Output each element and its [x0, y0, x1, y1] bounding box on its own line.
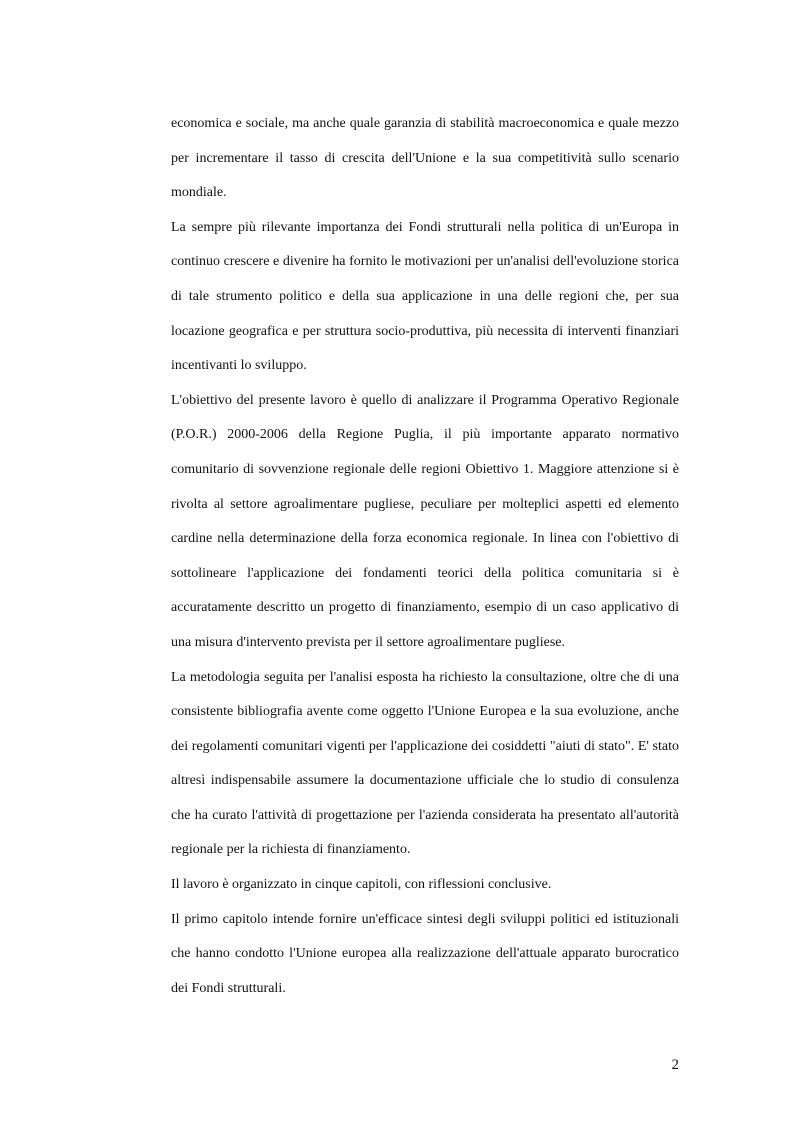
- paragraph: Il primo capitolo intende fornire un'efficace sintesi degli sviluppi politici ed istituzionali che hanno condotto l'Unione europea alla realizzazione dell'attuale apparato burocratico dei Fondi strutturali.: [171, 911, 679, 996]
- paragraph: economica e sociale, ma anche quale garanzia di stabilità macroeconomica e quale mezzo per incrementare il tasso di crescita dell'Unione e la sua competitività sullo scenario mondiale.: [171, 116, 679, 201]
- paragraph: La sempre più rilevante importanza dei Fondi strutturali nella politica di un'Europa in continuo crescere e divenire ha fornito le motivazioni per un'analisi dell'evoluzione storica di tale strumento politico e della sua applicazione in una delle regioni che, per sua locazione geografica e per struttura socio-produttiva, più necessita di interventi finanziari incentivanti lo sviluppo.: [171, 219, 679, 374]
- paragraph: La metodologia seguita per l'analisi esposta ha richiesto la consultazione, oltre che di una consistente bibliografia avente come oggetto l'Unione Europea e la sua evoluzione, anche dei regolamenti comunitari vigenti per l'applicazione dei cosiddetti "aiuti di stato". E' stato altresì indispensabile assumere la documentazione ufficiale che lo studio di consulenza che ha curato l'attività di progettazione per l'azienda considerata ha presentato all'autorità regionale per la richiesta di finanziamento.: [171, 669, 679, 858]
- paragraph: Il lavoro è organizzato in cinque capitoli, con riflessioni conclusive.: [171, 877, 552, 893]
- paragraph: L'obiettivo del presente lavoro è quello di analizzare il Programma Operativo Regionale (P.O.R.) 2000-2006 della Regione Puglia, il più importante apparato normativo comunitario di sovvenzione regionale delle regioni Obiettivo 1. Maggiore attenzione si è rivolta al settore agroalimentare pugliese, peculiare per molteplici aspetti ed elemento cardine nella determinazione della forza economica regionale. In linea con l'obiettivo di sottolineare l'applicazione dei fondamenti teorici della politica comunitaria si è accuratamente descritto un progetto di finanziamento, esempio di un caso applicativo di una misura d'intervento prevista per il settore agroalimentare pugliese.: [171, 392, 679, 650]
- page-body: [171, 107, 679, 1006]
- page-number: 2: [671, 1057, 679, 1073]
